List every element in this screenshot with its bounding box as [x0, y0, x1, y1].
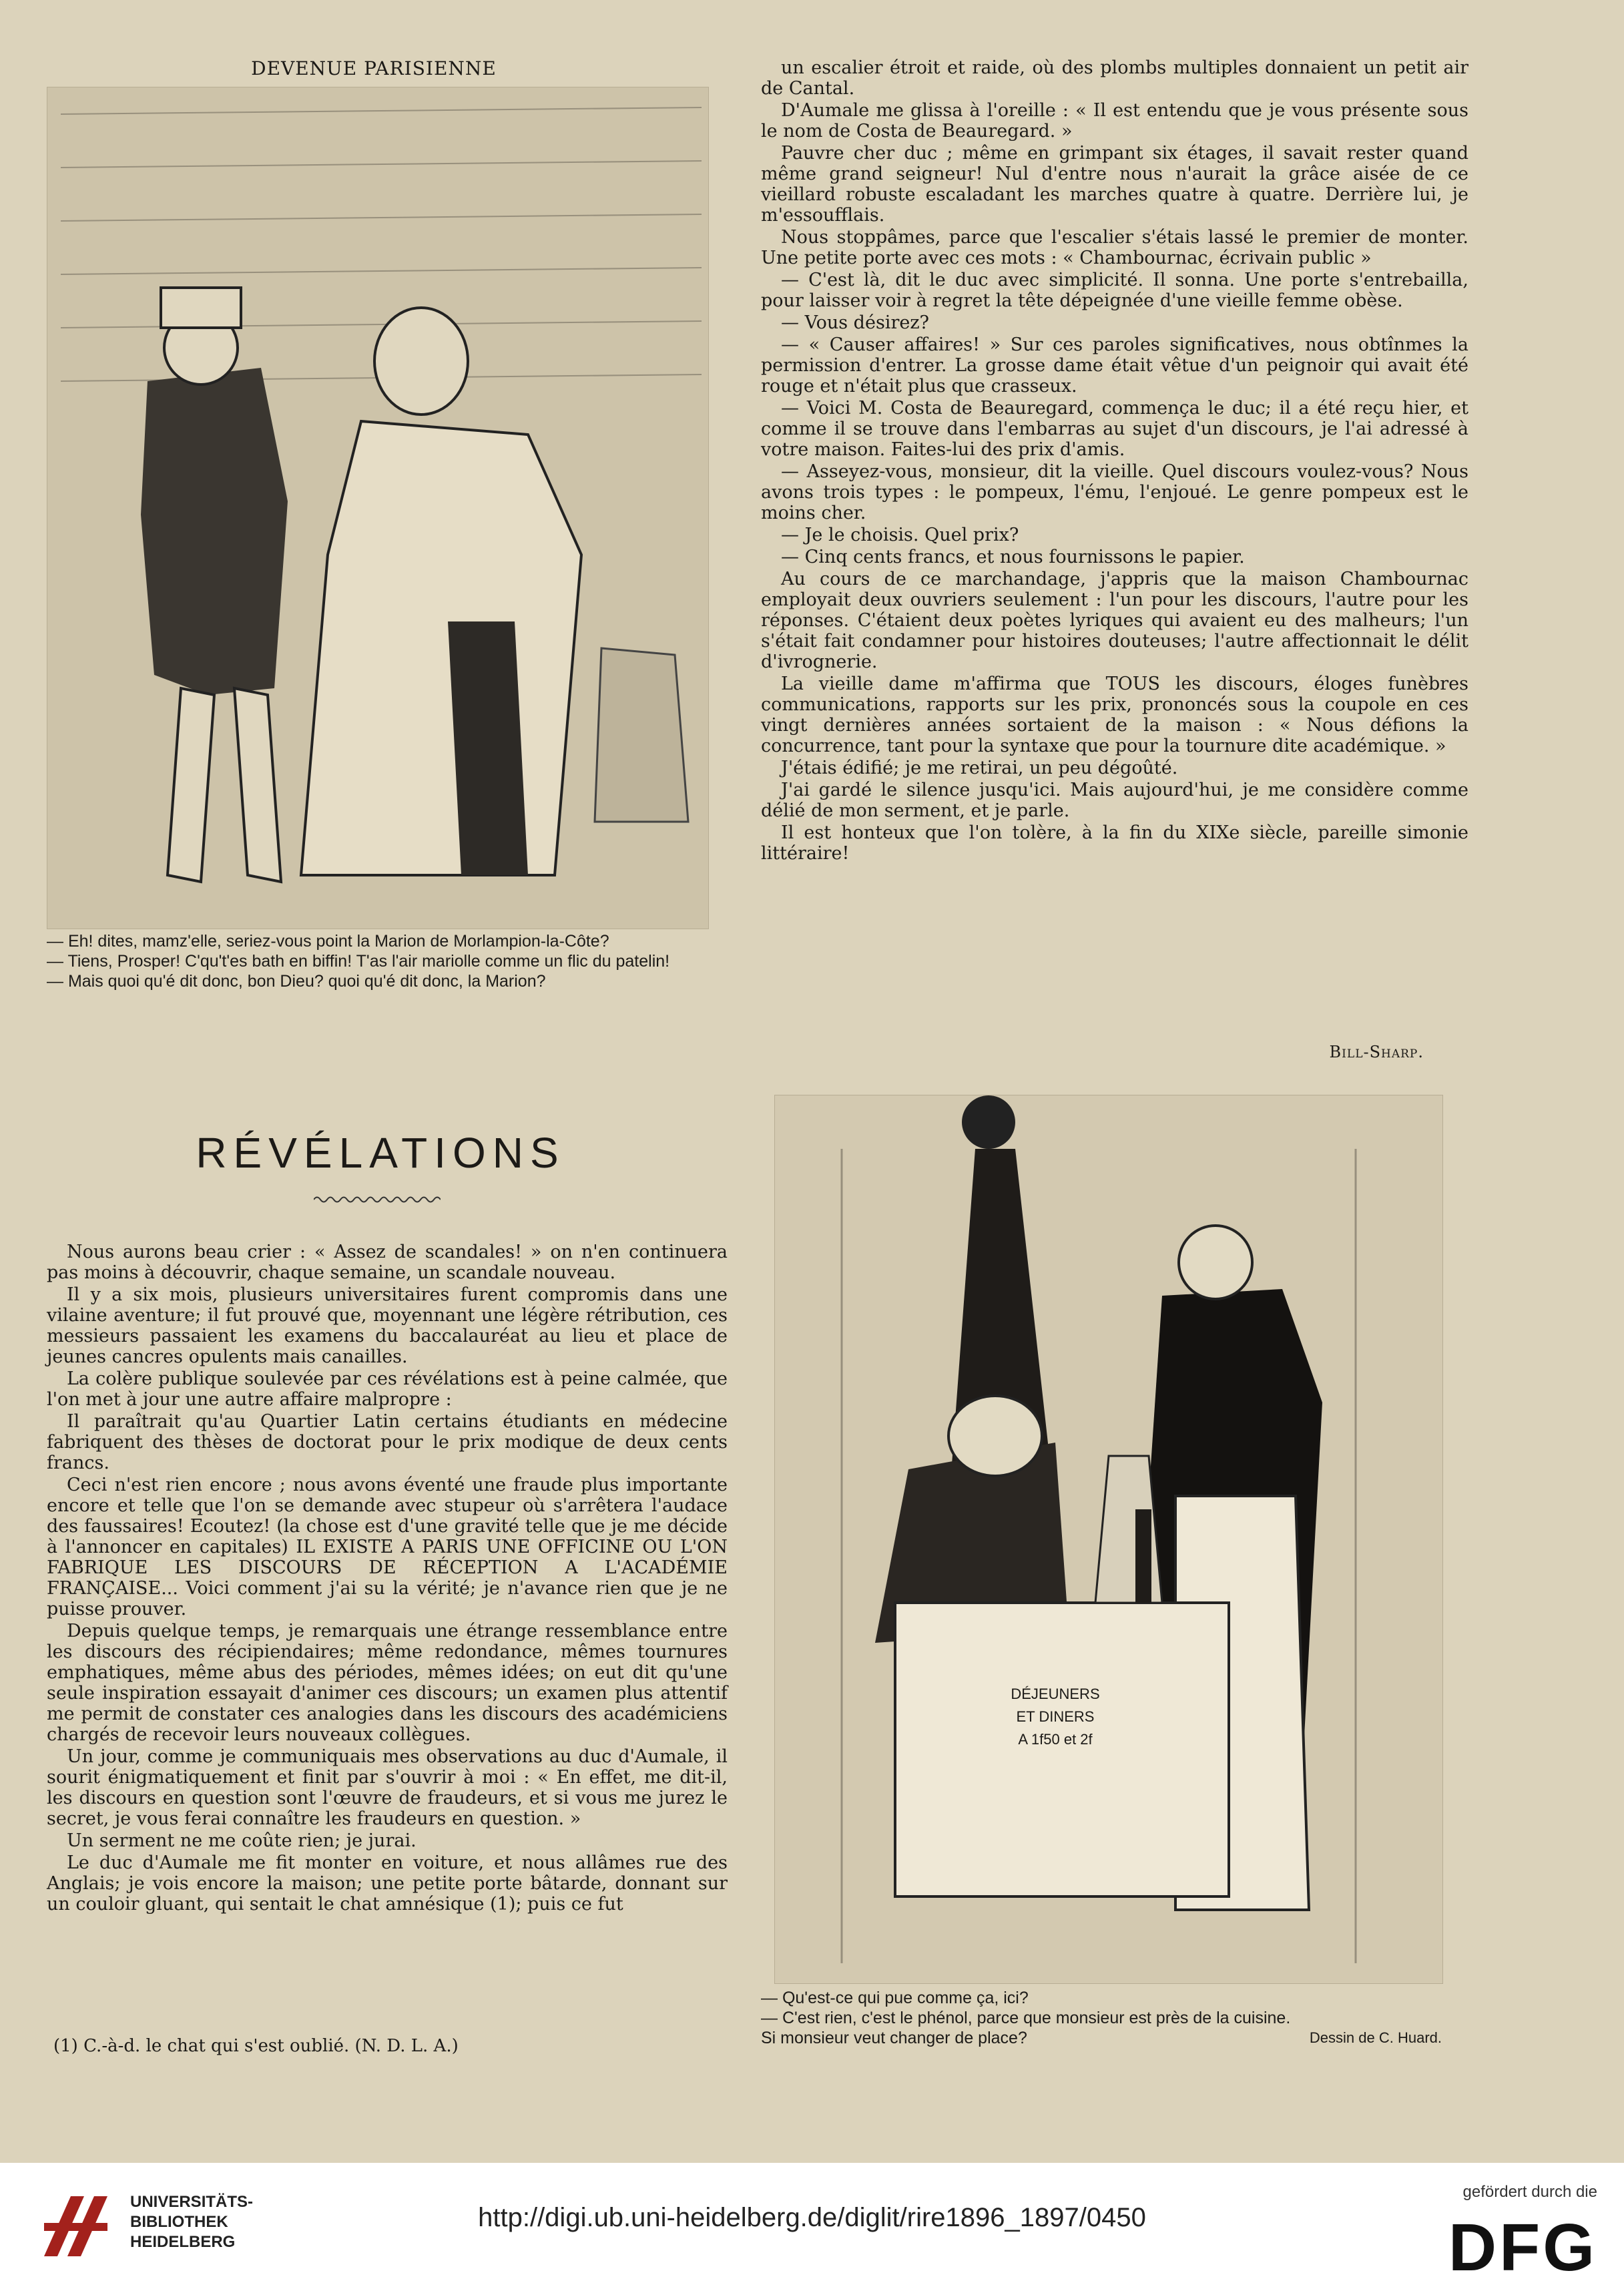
library-name-line: UNIVERSITÄTS- — [130, 2193, 254, 2211]
paragraph: — « Causer affaires! » Sur ces paroles significatives, nous obtînmes la permission d'entrer. La grosse dame était vêtue d'un peignoir qui avait été rouge et n'était plus que crasseux. — [761, 334, 1468, 397]
article-signature: Bill-Sharp. — [1329, 1043, 1424, 1061]
paragraph: Nous stoppâmes, parce que l'escalier s'étais lassé le premier de monter. Une petite porte avec ces mots : « Chambournac, écrivain public » — [761, 227, 1468, 268]
caption-line: — Tiens, Prosper! C'qu't'es bath en biffin! T'as l'air mariolle comme un flic du patelin! — [47, 952, 670, 971]
caption-line: Si monsieur veut changer de place? — [761, 2029, 1027, 2047]
paragraph: La vieille dame m'affirma que TOUS les discours, éloges funèbres communications, rapports sur les prix, prononcés sous la coupole en ces vingt dernières années sortaient de la maison : « Nous défions la concurrence, tant pour la syntaxe que pour la tournure dite académique. » — [761, 674, 1468, 756]
paragraph: Au cours de ce marchandage, j'appris que la maison Chambournac employait deux ouvriers seulement : l'un pour les discours, l'autre pour les réponses. C'étaient deux poètes lyriques qui avaient eu des malheurs; l'un s'était fait condamner pour histoires douteuses; l'autre affectionnait le délit d'ivrognerie. — [761, 569, 1468, 672]
paragraph: Il est honteux que l'on tolère, à la fin du XIXe siècle, pareille simonie littéraire! — [761, 822, 1468, 864]
footnote: (1) C.-à-d. le chat qui s'est oublié. (N. D. L. A.) — [53, 2036, 459, 2056]
article-title: RÉVÉLATIONS — [196, 1129, 565, 1177]
paragraph: Un jour, comme je communiquais mes observations au duc d'Aumale, il sourit énigmatiquement et finit par s'ouvrir à moi : « En effet, me dit-il, les discours en question sont l'œuvre de fraudeurs, et si vous me jurez le secret, je vous ferai connaître les fraudeurs en question. » — [47, 1746, 728, 1829]
paragraph: un escalier étroit et raide, où des plombs multiples donnaient un petit air de Cantal. — [761, 57, 1468, 99]
paragraph: Pauvre cher duc ; même en grimpant six étages, il savait rester quand même grand seigneur! Nul d'entre nous n'aurait la grâce aisée de ce vieillard robuste escaladant les marches quatre à quatre. Derrière lui, je m'essoufflais. — [761, 143, 1468, 226]
caption-line: — C'est rien, c'est le phénol, parce que monsieur est près de la cuisine. — [761, 2009, 1291, 2027]
sign-line: DÉJEUNERS — [1011, 1686, 1100, 1702]
article-right-column — [761, 57, 1468, 865]
restaurant-sign — [955, 1683, 1155, 1751]
paragraph: — Voici M. Costa de Beauregard, commença le duc; il a été reçu hier, et comme il se trouve dans l'embarras au sujet d'un discours, je l'ai adressé à votre maison. Faites-lui des prix d'amis. — [761, 398, 1468, 460]
paragraph: D'Aumale me glissa à l'oreille : « Il est entendu que je vous présente sous le nom de Costa de Beauregard. » — [761, 100, 1468, 142]
sign-line: ET DINERS — [1016, 1708, 1095, 1725]
paragraph: Ceci n'est rien encore ; nous avons éventé une fraude plus importante encore et telle que l'on se demande avec stupeur où s'arrêtera l'audace des faussaires! Ecoutez! (la chose est d'une gravité telle que je me décide à l'annoncer en capitales) IL EXISTE A PARIS UNE OFFICINE OU L'ON FABRIQUE LES DISCOURS DE RÉCEPTION A L'ACADÉMIE FRANÇAISE... Voici comment j'ai su la vérité; je n'avance rien que je ne puisse prouver. — [47, 1475, 728, 1619]
paragraph: — Je le choisis. Quel prix? — [781, 525, 1019, 545]
library-name-line: HEIDELBERG — [130, 2233, 236, 2251]
page-url-link[interactable]: http://digi.ub.uni-heidelberg.de/diglit/rire1896_1897/0450 — [478, 2203, 1146, 2232]
illustration-caption-right — [761, 1988, 1468, 2048]
caption-line: — Qu'est-ce qui pue comme ça, ici? — [761, 1989, 1029, 2007]
dfg-logo: DFG — [1448, 2210, 1597, 2285]
sign-line: A 1f50 et 2f — [1018, 1731, 1093, 1748]
funded-by-label: gefördert durch die — [1462, 2183, 1597, 2201]
paragraph: Il paraîtrait qu'au Quartier Latin certains étudiants en médecine fabriquent des thèses de doctorat pour le prix modique de deux cents francs. — [47, 1411, 728, 1473]
title-ornament — [314, 1195, 441, 1204]
illustration-credit: Dessin de C. Huard. — [1309, 2029, 1442, 2046]
library-name-line: BIBLIOTHEK — [130, 2213, 228, 2231]
paragraph: Un serment ne me coûte rien; je jurai. — [67, 1830, 417, 1851]
illustration-title: DEVENUE PARISIENNE — [251, 57, 497, 79]
paragraph: — Vous désirez? — [781, 312, 930, 333]
paragraph: — Asseyez-vous, monsieur, dit la vieille. Quel discours voulez-vous? Nous avons trois types : le pompeux, l'ému, l'enjoué. Le genre pompeux est le moins cher. — [761, 461, 1468, 523]
caption-last-row — [761, 2028, 1468, 2048]
caption-line: — Mais quoi qu'é dit donc, bon Dieu? quoi qu'é dit donc, la Marion? — [47, 972, 546, 991]
illustration-restaurant — [774, 1095, 1443, 1984]
paragraph: J'étais édifié; je me retirai, un peu dégoûté. — [781, 758, 1178, 778]
paragraph: — C'est là, dit le duc avec simplicité. Il sonna. Une porte s'entrebailla, pour laisser voir à regret la tête dépeignée d'une vieille femme obèse. — [761, 270, 1468, 311]
paragraph: J'ai gardé le silence jusqu'ici. Mais aujourd'hui, je me considère comme délié de mon serment, et je parle. — [761, 780, 1468, 821]
paragraph: Nous aurons beau crier : « Assez de scandales! » on n'en continuera pas moins à découvrir, chaque semaine, un scandale nouveau. — [47, 1242, 728, 1283]
paragraph: Depuis quelque temps, je remarquais une étrange ressemblance entre les discours des récipiendaires; même redondance, mêmes tournures emphatiques, même abus des périodes, mêmes idées; on eut dit qu'une seule inspiration essayait d'animer ces discours; un examen plus attentif me permit de constater ces analogies dans les discours des académiciens chargés de recevoir leurs nouveaux collègues. — [47, 1621, 728, 1745]
digitization-footer — [0, 2163, 1624, 2287]
illustration-soldier-and-woman — [47, 87, 709, 929]
caption-line: — Eh! dites, mamz'elle, seriez-vous point la Marion de Morlampion-la-Côte? — [47, 932, 609, 951]
illustration-caption-left — [47, 931, 714, 991]
paragraph: Il y a six mois, plusieurs universitaires furent compromis dans une vilaine aventure; il fut prouvé que, moyennant une légère rétribution, ces messieurs passaient les examens du baccalauréat au lieu et place de jeunes cancres opulents mais canailles. — [47, 1284, 728, 1367]
paragraph: — Cinq cents francs, et nous fournissons le papier. — [781, 547, 1245, 567]
paragraph: Le duc d'Aumale me fit monter en voiture, et nous allâmes rue des Anglais; je vois encore la maison; une petite porte bâtarde, donnant sur un couloir gluant, qui sentait le chat amnésique (1); puis ce fut — [47, 1852, 728, 1915]
article-left-column — [47, 1242, 728, 1916]
paragraph: La colère publique soulevée par ces révélations est à peine calmée, que l'on met à jour une autre affaire malpropre : — [47, 1368, 728, 1410]
